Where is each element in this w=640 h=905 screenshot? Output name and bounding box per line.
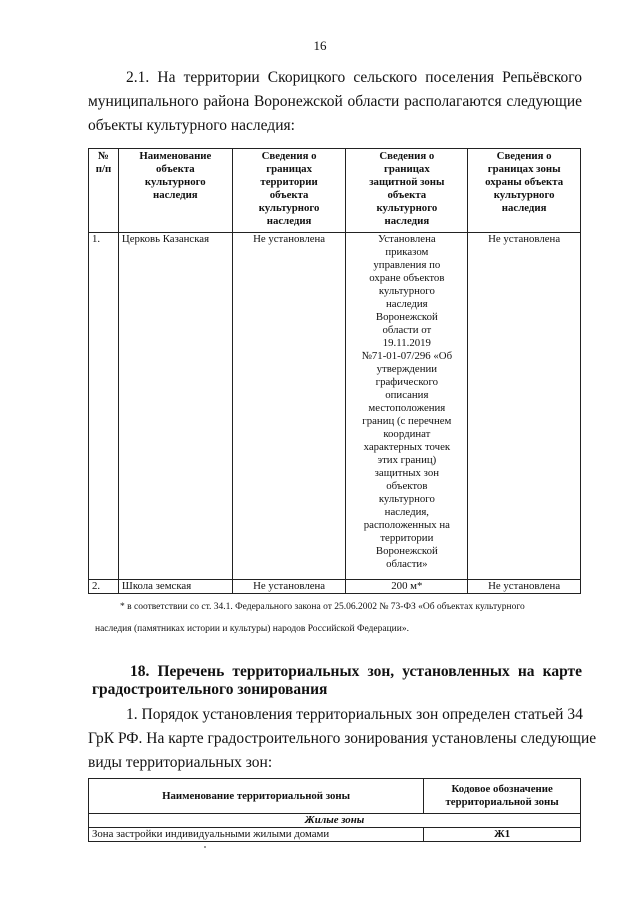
protective-zone-info bbox=[346, 233, 468, 580]
cell-line: управления по bbox=[373, 259, 441, 271]
cell-line: п/п bbox=[95, 163, 112, 175]
cell-line: графического bbox=[375, 376, 439, 388]
footnote-line: * в соответствии со ст. 34.1. Федерального закона от 25.06.2002 № 73-ФЗ «Об объектах культурного bbox=[120, 602, 525, 612]
cell-line: наследия bbox=[384, 215, 430, 227]
cell-line: координат bbox=[383, 428, 431, 440]
group-row bbox=[89, 814, 581, 828]
row-number: 1. bbox=[89, 233, 119, 580]
row-number: 2. bbox=[89, 580, 119, 594]
cell-line: охране объектов bbox=[369, 272, 445, 284]
intro-line: объекты культурного наследия: bbox=[88, 117, 295, 134]
cell-line: охраны объекта bbox=[485, 176, 564, 188]
cell-line: Наименование bbox=[139, 150, 212, 162]
cell-line: Воронежской bbox=[375, 545, 438, 557]
cell-line: культурного bbox=[376, 202, 438, 214]
table-row bbox=[89, 233, 581, 580]
protection-zone-info: Не установлена bbox=[468, 233, 581, 580]
scan-speck bbox=[204, 846, 206, 848]
cell-line: Сведения о bbox=[496, 150, 552, 162]
zone-code: Ж1 bbox=[424, 828, 581, 842]
cell-line: культурного bbox=[378, 493, 435, 505]
cell-line: области» bbox=[386, 558, 428, 570]
cell-line: границах bbox=[383, 163, 430, 175]
cell-line: Воронежской bbox=[375, 311, 438, 323]
heritage-objects-table bbox=[88, 148, 581, 594]
cell-line: территориальной зоны bbox=[445, 796, 559, 808]
table-header-row bbox=[89, 779, 581, 814]
cell-line: наследия bbox=[501, 202, 547, 214]
cell-line: местоположения bbox=[368, 402, 446, 414]
cell-line: наследия, bbox=[384, 506, 430, 518]
section-body-line: виды территориальных зон: bbox=[88, 754, 273, 771]
section-heading bbox=[92, 663, 582, 699]
intro-line: муниципального района Воронежской области располагаются следующие bbox=[88, 93, 582, 110]
cell-line: наследия bbox=[266, 215, 312, 227]
table-row bbox=[89, 828, 581, 842]
cell-line: 200 м* bbox=[391, 580, 423, 592]
page-number: 16 bbox=[313, 38, 327, 53]
cell-line: границах bbox=[266, 163, 312, 175]
header-zone-name: Наименование территориальной зоны bbox=[89, 779, 424, 814]
section-body-line: 1. Порядок установления территориальных зон определен статьей 34 bbox=[126, 706, 583, 723]
cell-line: Кодовое обозначение bbox=[451, 783, 553, 795]
cell-line: области от bbox=[382, 324, 432, 336]
cell-line: защитной зоны bbox=[369, 176, 445, 188]
footnote bbox=[95, 596, 585, 640]
header-protection-zone-boundaries bbox=[468, 149, 581, 233]
cell-line: культурного bbox=[144, 176, 206, 188]
header-number bbox=[89, 149, 119, 233]
cell-line: объекта bbox=[155, 163, 195, 175]
cell-line: объектов bbox=[386, 480, 428, 492]
cell-line: границ (с перечнем bbox=[362, 415, 452, 427]
cell-line: границах зоны bbox=[487, 163, 561, 175]
object-name: Школа земская bbox=[118, 580, 232, 594]
cell-line: № bbox=[98, 150, 109, 162]
cell-line: объекта bbox=[269, 189, 309, 201]
cell-line: территории bbox=[380, 532, 434, 544]
header-zone-code bbox=[424, 779, 581, 814]
cell-line: территории bbox=[260, 176, 318, 188]
protection-zone-info: Не установлена bbox=[468, 580, 581, 594]
cell-line: Сведения о bbox=[379, 150, 435, 162]
protective-zone-info bbox=[346, 580, 468, 594]
cell-line: описания bbox=[385, 389, 429, 401]
cell-line: культурного bbox=[378, 285, 435, 297]
intro-paragraph bbox=[88, 66, 582, 138]
cell-line: расположенных на bbox=[363, 519, 450, 531]
cell-line: наследия bbox=[386, 298, 428, 310]
intro-line: 2.1. На территории Скорицкого сельского поселения Репьёвского bbox=[126, 69, 582, 86]
cell-line: 19.11.2019 bbox=[382, 337, 431, 349]
cell-line: культурного bbox=[258, 202, 320, 214]
table-row bbox=[89, 580, 581, 594]
header-protective-zone-boundaries bbox=[346, 149, 468, 233]
cell-line: Установлена bbox=[378, 233, 436, 245]
cell-line: защитных зон bbox=[374, 467, 440, 479]
section-body-line: ГрК РФ. На карте градостроительного зонирования установлены следующие bbox=[88, 730, 597, 747]
cell-line: наследия bbox=[152, 189, 198, 201]
header-object-name bbox=[118, 149, 232, 233]
cell-line: Сведения о bbox=[261, 150, 317, 162]
group-label: Жилые зоны bbox=[89, 814, 581, 828]
section-heading-line: 18. Перечень территориальных зон, установленных на карте bbox=[130, 663, 582, 680]
header-territory-boundaries bbox=[232, 149, 346, 233]
cell-line: приказом bbox=[385, 246, 429, 258]
cell-line: объекта bbox=[387, 189, 427, 201]
cell-line: этих границ) bbox=[377, 454, 437, 466]
territory-info: Не установлена bbox=[232, 233, 346, 580]
territory-info: Не установлена bbox=[232, 580, 346, 594]
section-heading-line: градостроительного зонирования bbox=[92, 681, 328, 698]
cell-line: характерных точек bbox=[363, 441, 451, 453]
section-body bbox=[88, 703, 597, 775]
table-header-row bbox=[89, 149, 581, 233]
cell-line: культурного bbox=[493, 189, 555, 201]
zone-name: Зона застройки индивидуальными жилыми домами bbox=[89, 828, 424, 842]
cell-line: №71-01-07/296 «Об bbox=[361, 350, 453, 362]
cell-line: утверждении bbox=[376, 363, 438, 375]
footnote-line: наследия (памятниках истории и культуры) народов Российской Федерации». bbox=[95, 624, 409, 634]
territorial-zones-table bbox=[88, 778, 581, 842]
object-name: Церковь Казанская bbox=[118, 233, 232, 580]
